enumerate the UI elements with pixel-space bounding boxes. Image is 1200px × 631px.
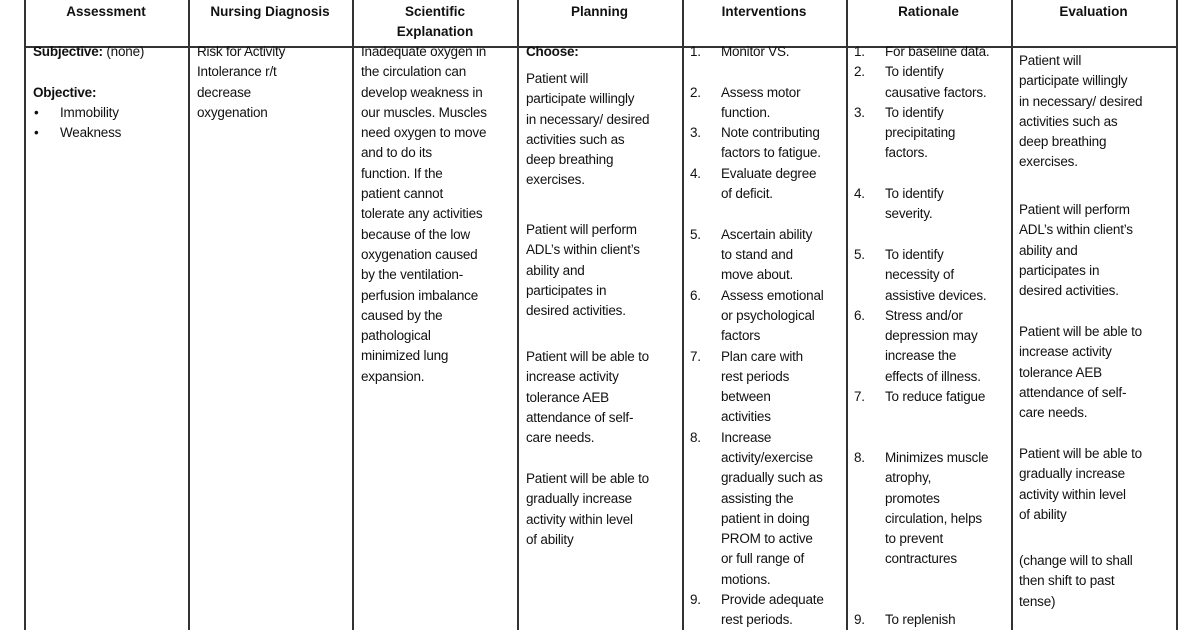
item-number: 1. xyxy=(690,44,701,59)
text-line: participates in xyxy=(1019,262,1100,278)
subjective-value: (none) xyxy=(106,44,145,59)
rationale-item xyxy=(854,103,955,164)
intervention-item xyxy=(690,590,824,631)
text-line: move about. xyxy=(721,267,794,283)
text-line: of ability xyxy=(1019,506,1067,522)
text-line: ADL’s within client’s xyxy=(526,242,640,258)
rationale-item xyxy=(854,306,981,387)
text-line: care needs. xyxy=(1019,405,1088,421)
item-number: 2. xyxy=(854,64,865,80)
text-line: or full range of xyxy=(721,551,805,567)
text-line: activities xyxy=(721,409,771,425)
text-line: tense) xyxy=(1019,593,1056,609)
text-line: tolerance AEB xyxy=(526,389,609,405)
text-line: participates in xyxy=(526,282,607,298)
text-line: participate willingly xyxy=(1019,73,1128,89)
item-number: 9. xyxy=(854,612,865,628)
text-line: To identify xyxy=(885,186,944,202)
column-divider xyxy=(1176,0,1178,630)
text-line: Minimizes muscle xyxy=(885,450,989,465)
header-rationale: Rationale xyxy=(898,4,959,19)
text-line: Note contributing xyxy=(721,125,820,141)
item-number: 3. xyxy=(690,125,701,141)
text-line: Patient will be able to xyxy=(526,349,649,364)
text-line: effects of illness. xyxy=(885,368,981,384)
text-line: Patient will be able to xyxy=(526,471,649,486)
text-line: gradually increase xyxy=(526,491,632,507)
bullet-icon: • xyxy=(34,125,39,141)
objective-list xyxy=(30,103,180,144)
bullet-icon: • xyxy=(34,105,39,120)
intervention-item xyxy=(690,164,816,205)
text-line: care needs. xyxy=(526,430,595,446)
rationale-item xyxy=(854,387,985,407)
text-line: rest periods. xyxy=(721,612,793,628)
header-evaluation: Evaluation xyxy=(1059,4,1128,19)
text-line: causative factors. xyxy=(885,84,987,100)
text-line: For baseline data. xyxy=(885,44,990,59)
text-line: to stand and xyxy=(721,246,793,262)
intervention-item xyxy=(690,428,823,590)
header-nursing-diagnosis: Nursing Diagnosis xyxy=(210,4,330,19)
text-line: factors xyxy=(721,328,761,344)
text-line: desired activities. xyxy=(526,303,626,319)
text-line: tolerate any activities xyxy=(361,206,483,222)
text-line: atrophy, xyxy=(885,470,932,486)
text-line: To identify xyxy=(885,64,944,80)
text-line: assistive devices. xyxy=(885,287,987,303)
rationale-item xyxy=(854,610,955,630)
text-line: ability and xyxy=(1019,242,1078,258)
evaluation-item xyxy=(1019,200,1133,301)
text-line: To identify xyxy=(885,247,944,262)
text-line: decrease xyxy=(197,84,251,100)
text-line: pathological xyxy=(361,328,431,344)
intervention-item xyxy=(690,225,812,286)
text-line: by the ventilation- xyxy=(361,267,464,283)
header-interventions: Interventions xyxy=(721,4,807,19)
item-number: 4. xyxy=(854,186,865,202)
text-line: activities such as xyxy=(1019,113,1118,129)
text-line: To reduce fatigue xyxy=(885,389,986,405)
text-line: increase activity xyxy=(1019,344,1112,360)
text-line: PROM to active xyxy=(721,531,813,547)
text-line: minimized lung xyxy=(361,348,449,364)
text-line: Patient will xyxy=(526,71,589,86)
rationale-item xyxy=(854,245,986,306)
text-line: participate willingly xyxy=(526,91,635,107)
rationale-item xyxy=(854,448,988,570)
text-line: function. xyxy=(721,104,771,120)
text-line: exercises. xyxy=(1019,154,1078,170)
item-number: 3. xyxy=(854,104,865,120)
rationale-item xyxy=(854,184,944,225)
text-line: need oxygen to move xyxy=(361,125,487,141)
text-line: assisting the xyxy=(721,490,794,506)
text-line: patient cannot xyxy=(361,186,444,202)
text-line: of deficit. xyxy=(721,186,773,202)
intervention-item xyxy=(690,123,821,164)
text-line: Increase xyxy=(721,429,772,445)
objective-item-text: Immobility xyxy=(60,105,119,120)
text-line: Patient will perform xyxy=(1019,202,1130,217)
text-line: circulation, helps xyxy=(885,510,982,526)
column-divider xyxy=(846,0,848,630)
text-line: patient in doing xyxy=(721,510,810,526)
assessment-subjective xyxy=(33,42,144,62)
text-line: precipitating xyxy=(885,125,956,141)
intervention-item xyxy=(690,83,800,124)
planning-goal xyxy=(526,347,649,448)
text-line: of ability xyxy=(526,531,574,547)
evaluation-item xyxy=(1019,51,1142,173)
item-number: 7. xyxy=(854,389,865,405)
text-line: increase activity xyxy=(526,369,619,385)
intervention-item xyxy=(690,286,824,347)
text-line: factors to fatigue. xyxy=(721,145,821,161)
item-number: 1. xyxy=(854,44,865,59)
text-line: deep breathing xyxy=(1019,134,1107,150)
item-number: 8. xyxy=(690,429,701,445)
text-line: function. If the xyxy=(361,165,443,181)
text-line: motions. xyxy=(721,571,771,587)
item-number: 5. xyxy=(690,226,701,242)
text-line: ability and xyxy=(526,262,585,278)
evaluation-item xyxy=(1019,551,1133,612)
text-line: in necessary/ desired xyxy=(526,111,650,127)
item-number: 7. xyxy=(690,348,701,364)
column-divider xyxy=(24,0,26,630)
header-assessment: Assessment xyxy=(66,4,146,19)
objective-item xyxy=(30,123,180,143)
text-line: To replenish xyxy=(885,612,956,628)
intervention-item xyxy=(690,42,789,62)
text-line: activities such as xyxy=(526,131,625,147)
text-line: Intolerance r/t xyxy=(197,64,277,80)
text-line: because of the low xyxy=(361,226,470,242)
text-line: necessity of xyxy=(885,267,954,283)
item-number: 5. xyxy=(854,247,865,262)
text-line: (change will to shall xyxy=(1019,553,1133,568)
item-number: 2. xyxy=(690,84,701,100)
planning-goal xyxy=(526,69,649,191)
text-line: gradually increase xyxy=(1019,466,1125,482)
text-line: to prevent xyxy=(885,531,944,547)
text-line: oxygenation xyxy=(197,104,268,120)
text-line: deep breathing xyxy=(526,152,614,168)
column-divider xyxy=(517,0,519,630)
text-line: our muscles. Muscles xyxy=(361,104,487,120)
text-line: oxygenation caused xyxy=(361,246,478,262)
text-line: ADL’s within client’s xyxy=(1019,222,1133,238)
text-line: increase the xyxy=(885,348,957,364)
text-line: Plan care with xyxy=(721,348,803,364)
text-line: Assess motor xyxy=(721,84,801,100)
text-line: caused by the xyxy=(361,307,443,323)
text-line: Patient will perform xyxy=(526,222,637,237)
text-line: perfusion imbalance xyxy=(361,287,479,303)
text-line: gradually such as xyxy=(721,470,823,486)
text-line: depression may xyxy=(885,328,978,344)
objective-item xyxy=(30,103,180,123)
text-line: and to do its xyxy=(361,145,432,161)
item-number: 8. xyxy=(854,450,865,465)
text-line: Risk for Activity xyxy=(197,44,286,59)
text-line: rest periods xyxy=(721,368,790,384)
column-divider xyxy=(352,0,354,630)
text-line: attendance of self- xyxy=(526,409,634,425)
text-line: Evaluate degree xyxy=(721,165,817,181)
text-line: between xyxy=(721,389,771,405)
text-line: To identify xyxy=(885,104,944,120)
evaluation-item xyxy=(1019,322,1142,423)
text-line: Choose: xyxy=(526,44,579,59)
intervention-item xyxy=(690,347,803,428)
planning-goal xyxy=(526,220,640,321)
text-line: Inadequate oxygen in xyxy=(361,44,487,59)
text-line: Monitor VS. xyxy=(721,44,790,59)
scientific-explanation-text xyxy=(361,42,487,387)
text-line: the circulation can xyxy=(361,64,467,80)
text-line: activity/exercise xyxy=(721,449,813,465)
evaluation-item xyxy=(1019,444,1142,525)
text-line: expansion. xyxy=(361,368,425,384)
rationale-item xyxy=(854,42,989,62)
header-scientific-explanation: Scientific Explanation xyxy=(396,4,474,40)
planning-choose-label xyxy=(526,42,579,62)
nursing-diagnosis-text xyxy=(197,42,285,123)
text-line: Patient will be able to xyxy=(1019,324,1142,339)
text-line: severity. xyxy=(885,206,933,222)
objective-label: Objective: xyxy=(33,85,97,100)
column-divider xyxy=(188,0,190,630)
item-number: 6. xyxy=(854,307,865,323)
text-line: Stress and/or xyxy=(885,307,963,323)
item-number: 6. xyxy=(690,287,701,303)
planning-goal xyxy=(526,469,649,550)
item-number: 9. xyxy=(690,592,701,608)
text-line: then shift to past xyxy=(1019,573,1115,589)
text-line: attendance of self- xyxy=(1019,384,1127,400)
text-line: Patient will xyxy=(1019,53,1082,68)
text-line: tolerance AEB xyxy=(1019,364,1102,380)
column-divider xyxy=(682,0,684,630)
text-line: activity within level xyxy=(1019,486,1126,502)
subjective-label: Subjective: xyxy=(33,44,103,59)
text-line: Patient will be able to xyxy=(1019,446,1142,461)
text-line: or psychological xyxy=(721,307,815,323)
text-line: desired activities. xyxy=(1019,283,1119,299)
text-line: Provide adequate xyxy=(721,592,824,608)
text-line: develop weakness in xyxy=(361,84,483,100)
text-line: factors. xyxy=(885,145,928,161)
text-line: exercises. xyxy=(526,172,585,188)
text-line: contractures xyxy=(885,551,957,567)
text-line: promotes xyxy=(885,490,940,506)
text-line: activity within level xyxy=(526,511,633,527)
column-divider xyxy=(1011,0,1013,630)
item-number: 4. xyxy=(690,165,701,181)
text-line: in necessary/ desired xyxy=(1019,93,1143,109)
text-line: Assess emotional xyxy=(721,287,824,303)
objective-item-text: Weakness xyxy=(60,125,122,141)
rationale-item xyxy=(854,62,986,103)
header-planning: Planning xyxy=(571,4,628,19)
text-line: Ascertain ability xyxy=(721,226,813,242)
